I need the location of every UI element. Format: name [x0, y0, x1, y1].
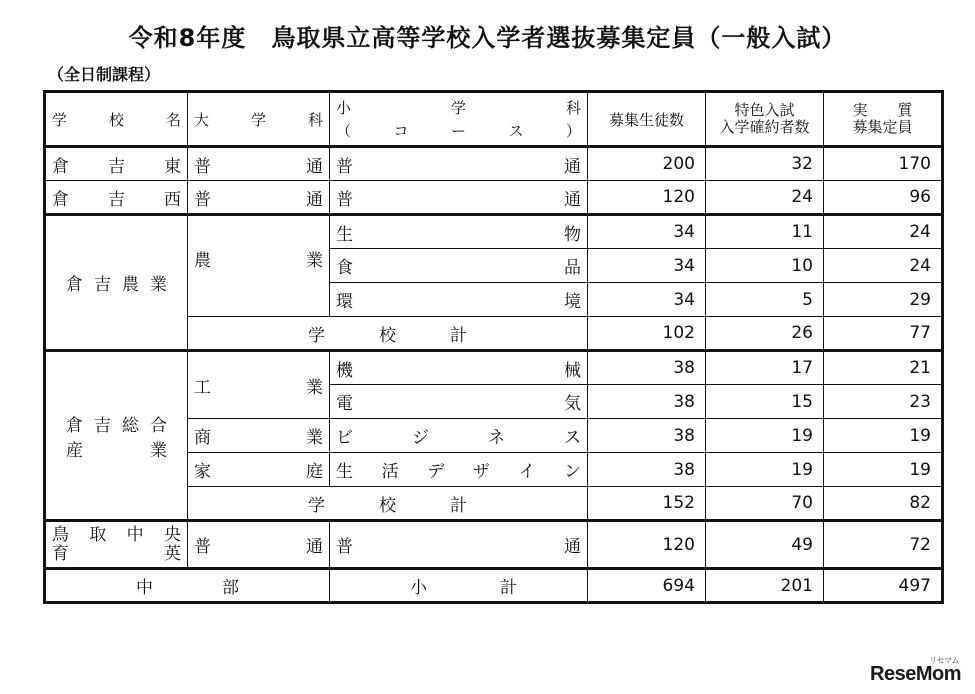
- char: 倉: [52, 156, 69, 177]
- header-dept: [188, 92, 330, 147]
- char: 業: [150, 440, 167, 461]
- char: 吉: [94, 275, 111, 295]
- char: ビ: [336, 428, 353, 448]
- char: 産: [66, 440, 83, 461]
- spread-r6-total: [308, 321, 467, 346]
- char: 通: [564, 189, 581, 210]
- special-cell: 19: [706, 419, 824, 453]
- spread-r1-school: [52, 152, 181, 177]
- actual-cell: 24: [824, 215, 943, 249]
- dept-cell: [188, 521, 330, 569]
- char: 普: [194, 189, 211, 210]
- school-cell: [45, 147, 188, 181]
- capacity-cell: 34: [588, 249, 706, 283]
- char: 農: [122, 275, 139, 295]
- char: 名: [165, 110, 181, 129]
- school-cell: [45, 521, 188, 569]
- header-course: [330, 92, 588, 147]
- char: 吉: [108, 156, 125, 177]
- char: 業: [306, 377, 323, 398]
- special-cell: 26: [706, 317, 824, 351]
- char: 鳥: [52, 524, 69, 545]
- char: イ: [518, 462, 536, 482]
- table-header-row: [45, 92, 943, 147]
- capacity-cell: 38: [588, 419, 706, 453]
- char: ン: [563, 462, 581, 482]
- char: 学: [250, 110, 266, 129]
- char: 業: [306, 428, 323, 448]
- capacity-cell: 120: [588, 521, 706, 569]
- capacity-cell: 200: [588, 147, 706, 181]
- table-row: [45, 351, 943, 385]
- spread-r13-region: [136, 573, 239, 598]
- char: 械: [564, 360, 581, 381]
- school-total-cell: [188, 487, 588, 521]
- char: 中: [136, 578, 153, 598]
- spread-r1-course: [336, 152, 581, 177]
- course-cell: [330, 215, 588, 249]
- spread-r3-course: [336, 220, 581, 245]
- school-total-cell: [188, 317, 588, 351]
- header-special: [706, 92, 824, 147]
- capacity-table: [43, 90, 944, 604]
- course-cell: [330, 283, 588, 317]
- spread-r11-total: [308, 491, 467, 516]
- actual-cell: 21: [824, 351, 943, 385]
- char: 校: [379, 495, 396, 516]
- char: 倉: [66, 415, 83, 436]
- dept-cell: [188, 215, 330, 317]
- capacity-cell: 152: [588, 487, 706, 521]
- char: 倉: [66, 275, 83, 295]
- char: 家: [194, 462, 211, 482]
- special-cell: 15: [706, 385, 824, 419]
- header-course-top: [336, 97, 581, 118]
- table-row: [45, 521, 943, 569]
- header-school: [45, 92, 188, 147]
- char: ザ: [472, 462, 490, 482]
- char: 小: [336, 99, 352, 117]
- special-cell: 11: [706, 215, 824, 249]
- school-cell: [45, 215, 188, 351]
- dept-cell: [188, 181, 330, 215]
- char: 東: [164, 156, 181, 177]
- char: 機: [336, 360, 353, 381]
- char: 通: [564, 156, 581, 177]
- char: 生: [336, 462, 353, 482]
- spread-r9-dept: [194, 423, 323, 448]
- spread-r3-dept: [194, 246, 323, 271]
- char: 境: [564, 292, 581, 312]
- char: 物: [564, 224, 581, 245]
- page-subtitle: （全日制課程）: [48, 65, 161, 84]
- char: 英: [164, 543, 181, 564]
- actual-cell: 19: [824, 419, 943, 453]
- course-cell: [330, 521, 588, 569]
- char: 気: [564, 394, 581, 414]
- page-title: 令和8年度 鳥取県立高等学校入学者選抜募集定員（一般入試）: [128, 24, 847, 52]
- spread-r10-dept: [194, 457, 323, 482]
- char: 吉: [94, 415, 111, 436]
- char: 通: [306, 156, 323, 177]
- actual-cell: 82: [824, 487, 943, 521]
- char: 学: [52, 110, 68, 129]
- special-cell: 49: [706, 521, 824, 569]
- spread-r2-school: [52, 185, 181, 210]
- resemom-logo: [870, 656, 961, 686]
- capacity-cell: 102: [588, 317, 706, 351]
- special-cell: 17: [706, 351, 824, 385]
- char: 普: [336, 156, 353, 177]
- char: ス: [508, 122, 524, 140]
- char: ジ: [412, 428, 429, 448]
- special-cell: 5: [706, 283, 824, 317]
- char: （: [336, 122, 352, 140]
- course-cell: [330, 249, 588, 283]
- school-cell: [45, 181, 188, 215]
- special-cell: 201: [706, 569, 824, 603]
- capacity-cell: 34: [588, 283, 706, 317]
- char: 通: [306, 537, 323, 557]
- char: 商: [194, 428, 211, 448]
- char: 品: [564, 258, 581, 278]
- capacity-cell: 38: [588, 385, 706, 419]
- actual-cell: 77: [824, 317, 943, 351]
- table-row: [45, 181, 943, 215]
- char: 業: [150, 275, 167, 295]
- spread-r1-dept: [194, 152, 323, 177]
- course-cell: [330, 453, 588, 487]
- char: 通: [306, 189, 323, 210]
- special-cell: 70: [706, 487, 824, 521]
- course-cell: [330, 181, 588, 215]
- char: 業: [306, 251, 323, 271]
- header-capacity: 募集生徒数: [588, 92, 706, 147]
- char: コ: [393, 122, 409, 140]
- spread-r7-school2: [66, 436, 167, 461]
- char: 取: [89, 524, 107, 545]
- spread-r9-course: [336, 423, 581, 448]
- actual-cell: 24: [824, 249, 943, 283]
- char: 農: [194, 251, 211, 271]
- char: 科: [307, 110, 323, 129]
- char: 部: [222, 578, 239, 598]
- capacity-cell: 38: [588, 453, 706, 487]
- char: ）: [565, 122, 581, 140]
- char: 央: [163, 524, 181, 545]
- spread-r10-course: [336, 457, 581, 482]
- special-cell: 32: [706, 147, 824, 181]
- table-row: [45, 215, 943, 249]
- actual-cell: 23: [824, 385, 943, 419]
- header-course-wrap: [336, 97, 581, 141]
- spread-dept: [194, 109, 323, 130]
- spread-r3-school: [66, 270, 167, 295]
- spread-r2-course: [336, 185, 581, 210]
- spread-r12-school1: [52, 526, 181, 545]
- actual-cell: 497: [824, 569, 943, 603]
- char: 西: [164, 189, 181, 210]
- char: デ: [427, 462, 445, 482]
- dept-cell: [188, 147, 330, 181]
- spread-r7-school1: [66, 411, 167, 436]
- spread-r12-school2: [52, 545, 181, 564]
- actual-cell: 19: [824, 453, 943, 487]
- char: ス: [564, 428, 581, 448]
- header-actual: [824, 92, 943, 147]
- table-row-subtotal: [45, 569, 943, 603]
- char: 環: [336, 292, 353, 312]
- dept-cell: [188, 419, 330, 453]
- char: 小: [410, 578, 427, 598]
- char: 生: [336, 224, 353, 245]
- spread-r2-dept: [194, 185, 323, 210]
- capacity-cell: 120: [588, 181, 706, 215]
- special-cell: 19: [706, 453, 824, 487]
- header-special-1: 特色入試: [734, 100, 795, 119]
- char: 普: [194, 537, 211, 557]
- header-course-bottom: [336, 120, 581, 141]
- header-actual-2: 募集定員: [852, 118, 913, 136]
- course-cell: [330, 351, 588, 385]
- char: 倉: [52, 189, 69, 210]
- actual-cell: 96: [824, 181, 943, 215]
- capacity-cell: 34: [588, 215, 706, 249]
- special-cell: 10: [706, 249, 824, 283]
- resemom-logo-text: ReseMom: [870, 663, 961, 685]
- spread-r5-course: [336, 287, 581, 312]
- char: 合: [150, 415, 167, 436]
- char: 普: [336, 189, 353, 210]
- spread-r12-course: [336, 532, 581, 557]
- char: 校: [108, 110, 124, 129]
- dept-cell: [188, 351, 330, 419]
- char: 学: [308, 495, 325, 516]
- course-cell: [330, 385, 588, 419]
- subtotal-label-cell: [330, 569, 588, 603]
- table-row: [45, 147, 943, 181]
- char: ネ: [488, 428, 505, 448]
- actual-cell: 29: [824, 283, 943, 317]
- char: 総: [122, 415, 139, 436]
- actual-cell: 72: [824, 521, 943, 569]
- char: 普: [336, 537, 353, 557]
- char: 庭: [306, 462, 323, 482]
- char: 大: [194, 110, 210, 129]
- char: ー: [450, 122, 466, 140]
- char: 計: [450, 495, 467, 516]
- char: 活: [381, 462, 399, 482]
- dept-cell: [188, 453, 330, 487]
- actual-cell: 170: [824, 147, 943, 181]
- char: 通: [564, 537, 581, 557]
- spread-r4-course: [336, 253, 581, 278]
- header-special-2: 入学確約者数: [719, 118, 810, 136]
- spread-r13-subtotal: [410, 573, 517, 598]
- char: 吉: [108, 189, 125, 210]
- char: 学: [450, 99, 466, 117]
- region-cell: [45, 569, 330, 603]
- capacity-cell: 694: [588, 569, 706, 603]
- char: 普: [194, 156, 211, 177]
- char: 計: [500, 578, 517, 598]
- spread-r7-dept: [194, 373, 323, 398]
- course-cell: [330, 147, 588, 181]
- char: 校: [379, 325, 396, 346]
- char: 育: [52, 543, 69, 564]
- spread-r12-dept: [194, 532, 323, 557]
- special-cell: 24: [706, 181, 824, 215]
- char: 電: [336, 394, 353, 414]
- spread-r8-course: [336, 389, 581, 414]
- course-cell: [330, 419, 588, 453]
- char: 学: [308, 325, 325, 346]
- char: 食: [336, 258, 353, 278]
- spread-school: [52, 109, 181, 130]
- capacity-cell: 38: [588, 351, 706, 385]
- school-cell: [45, 351, 188, 521]
- char: 工: [194, 377, 211, 398]
- resemom-logo-small: リセマム: [929, 656, 959, 665]
- header-actual-1: 実 質: [852, 100, 913, 119]
- char: 計: [450, 325, 467, 346]
- char: 中: [126, 524, 144, 545]
- spread-r7-course: [336, 356, 581, 381]
- char: 科: [565, 99, 581, 117]
